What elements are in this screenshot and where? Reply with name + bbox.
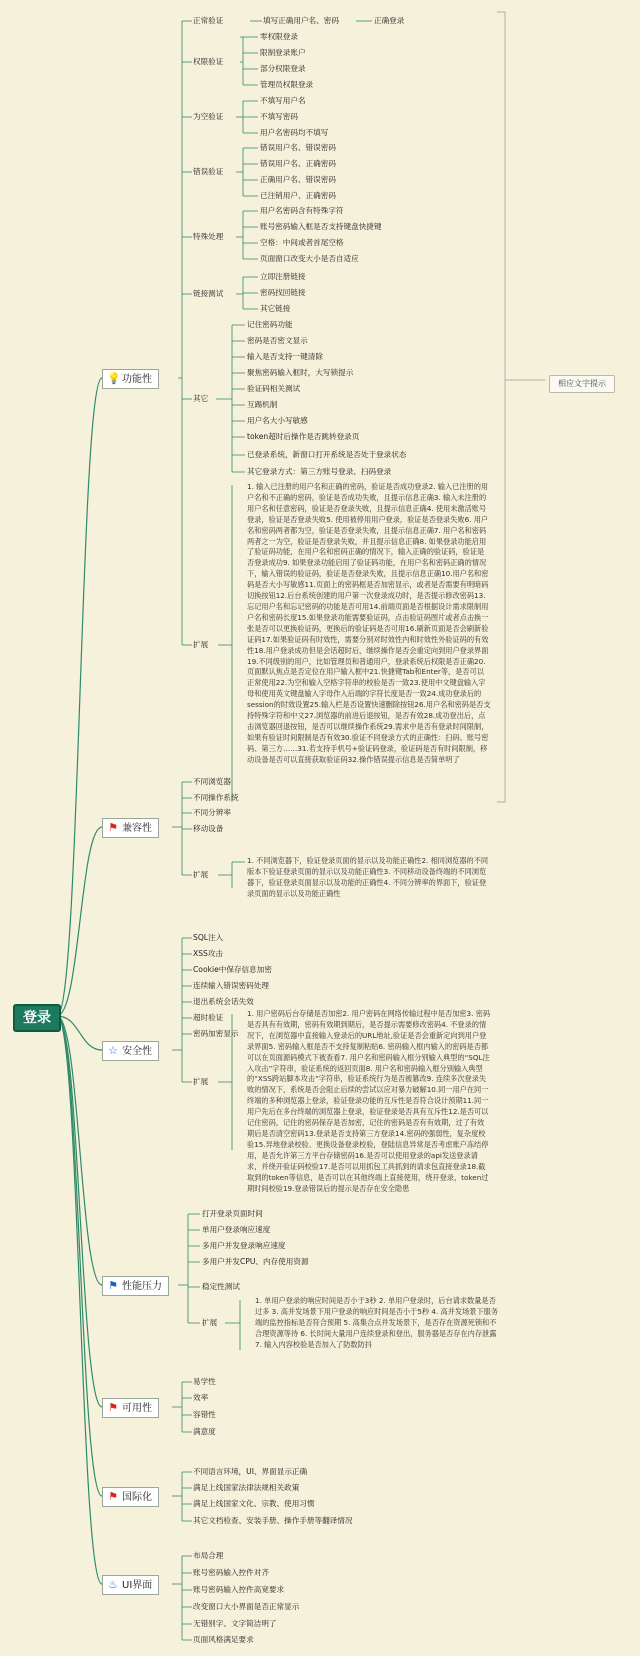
leaf[interactable]: 账号密码输入框是否支持键盘快捷键: [260, 222, 382, 231]
category-label: 性能压力: [122, 1281, 162, 1292]
branch-expand[interactable]: 扩展: [193, 1077, 209, 1086]
leaf[interactable]: 密码是否密文显示: [247, 336, 308, 345]
leaf[interactable]: 布局合理: [193, 1551, 224, 1560]
leaf[interactable]: 填写正确用户名、密码: [263, 16, 339, 25]
category-label: 安全性: [122, 1046, 152, 1057]
branch-error[interactable]: 错误验证: [193, 167, 224, 176]
leaf[interactable]: 密码加密显示: [193, 1029, 239, 1038]
branch-expand[interactable]: 扩展: [193, 870, 209, 879]
leaf[interactable]: 账号密码输入控件高宽要求: [193, 1585, 285, 1594]
leaf[interactable]: 不同语言环境，UI、界面显示正确: [193, 1467, 308, 1476]
branch-empty[interactable]: 为空验证: [193, 112, 224, 121]
callout-note: 相应文字提示: [549, 375, 615, 393]
leaf[interactable]: 记住密码功能: [247, 320, 293, 329]
leaf[interactable]: 零权限登录: [260, 32, 298, 41]
leaf[interactable]: 验证码相关测试: [247, 384, 301, 393]
leaf[interactable]: 容错性: [193, 1410, 216, 1419]
leaf[interactable]: 不填写用户名: [260, 96, 306, 105]
leaf[interactable]: 部分权限登录: [260, 64, 306, 73]
leaf[interactable]: 多用户并发CPU、内存使用资源: [202, 1257, 309, 1266]
category-label: 兼容性: [122, 823, 152, 834]
branch-special[interactable]: 特殊处理: [193, 232, 224, 241]
leaf[interactable]: 正确登录: [374, 16, 405, 25]
leaf[interactable]: 不同浏览器: [193, 777, 231, 786]
category-i18n[interactable]: [102, 1487, 159, 1507]
leaf[interactable]: 立即注册链接: [260, 272, 306, 281]
leaf[interactable]: 互踢机制: [247, 400, 278, 409]
leaf[interactable]: token超时后操作是否跳转登录页: [247, 432, 360, 441]
category-functionality[interactable]: [102, 369, 159, 389]
branch-permission[interactable]: 权限验证: [193, 57, 224, 66]
leaf[interactable]: 改变窗口大小界面是否正常显示: [193, 1602, 300, 1611]
category-security[interactable]: [102, 1041, 159, 1061]
leaf[interactable]: 满足上线国家法律法规相关政策: [193, 1483, 300, 1492]
leaf[interactable]: 其它链接: [260, 304, 291, 313]
branch-other[interactable]: 其它: [193, 394, 209, 403]
leaf[interactable]: 用户名密码含有特殊字符: [260, 206, 344, 215]
leaf[interactable]: 正确用户名、错误密码: [260, 175, 336, 184]
red-flag-icon: ⚑: [108, 1401, 118, 1414]
leaf[interactable]: 无错别字、文字简洁明了: [193, 1619, 277, 1628]
leaf[interactable]: 密码找回链接: [260, 288, 306, 297]
leaf[interactable]: Cookie中保存信息加密: [193, 965, 272, 974]
star-icon: ☆: [108, 1044, 118, 1057]
leaf[interactable]: 错误用户名、错误密码: [260, 143, 336, 152]
leaf[interactable]: 不同分辨率: [193, 808, 231, 817]
red-flag-icon: ⚑: [108, 821, 118, 834]
leaf[interactable]: 超时验证: [193, 1013, 224, 1022]
leaf[interactable]: 满足上线国家文化、宗教、使用习惯: [193, 1499, 315, 1508]
blue-flag-icon: ⚑: [108, 1279, 118, 1292]
lightbulb-icon: 💡: [107, 372, 121, 385]
leaf[interactable]: 单用户登录响应速度: [202, 1225, 271, 1234]
leaf[interactable]: 已登录系统，新窗口打开系统是否处于登录状态: [247, 450, 407, 459]
leaf[interactable]: 页面窗口改变大小是否自适应: [260, 254, 359, 263]
branch-expand[interactable]: 扩展: [202, 1318, 218, 1327]
leaf[interactable]: 其它登录方式：第三方账号登录、扫码登录: [247, 467, 392, 476]
root-node[interactable]: 登录: [13, 1004, 61, 1032]
expand-paragraph: 1. 用户密码后台存储是否加密2. 用户密码在网络传输过程中是否加密3. 密码是否具有有效期，密码有效期到期后，是否提示需要修改密码4. 不登录的情况下，在浏览器中直接输入登录后的URL地址,验证是否会重新定向到用户登录界面5. 密码输入框是否不支持复制粘贴6. 密码输入框内输入的密码是否都可以在页面源码模式下被查看7. 用户名和密码输入框分别输入典型的“SQL注入攻击”字符串，验证系统的返回页面8. 用户名和密码输入框分别输入典型的“XSS跨站脚本攻击”字符串，验证系统行为是否被篡改9. 连续多次登录失败的情况下，系统是否会阻止后续的尝试以应对暴力破解10.同一用户在同一终端的多种浏览器上登录，验证登录功能的互斥性是否符合设计预期11.同一用户先后在多台终端的浏览器上登录，验证登录是否具有互斥性12.是否可以记住密码，记住的密码保存是否加密，记住的密码是否有有效期，过了有效期后是否清空密码13.登录是否支持第三方登录14.密码的强弱性，复杂度校验15.异地登录校验、更换设备登录校验，登陆信息异常是否考虑账户冻结停用，是否允许第三方平台存储密码16.是否可以使用登录的api发送登录请求，并绕开验证码校验17.是否可以用抓包工具抓到的请求包直接登录18.截取到的token等信息，是否可以在其他终端上直接使用，绕开登录，token过期时间校验19.登录错误后的提示是否存在安全隐患: [247, 1009, 491, 1193]
leaf[interactable]: 连续输入错误密码处理: [193, 981, 269, 990]
leaf[interactable]: 输入是否支持一键清除: [247, 352, 323, 361]
leaf[interactable]: 满意度: [193, 1427, 216, 1436]
leaf[interactable]: 管理员权限登录: [260, 80, 314, 89]
leaf[interactable]: 已注销用户、正确密码: [260, 191, 336, 200]
branch-normal[interactable]: 正常验证: [193, 16, 224, 25]
category-ui[interactable]: [102, 1575, 159, 1595]
leaf[interactable]: XSS攻击: [193, 949, 224, 958]
leaf[interactable]: 效率: [193, 1393, 209, 1402]
expand-paragraph: 1. 不同浏览器下，验证登录页面的显示以及功能正确性2. 相同浏览器的不同版本下验证登录页面的显示以及功能正确性3. 不同移动设备终端的不同浏览器下，验证登录页面显示以及功能的正确性4. 不同分辨率的界面下，验证登录页面的显示以及功能正确性: [247, 856, 489, 898]
leaf[interactable]: 用户名大小写敏感: [247, 416, 308, 425]
category-label: 功能性: [122, 374, 152, 385]
expand-paragraph: 1. 输入已注册的用户名和正确的密码，验证是否成功登录2. 输入已注册的用户名和不正确的密码，验证是否成功失败，且提示信息正确3. 输入未注册的用户名和任意密码，验证是否登录失败，且提示信息正确4. 使用未激活账号登录，验证是否登录失败5. 使用被停用用户登录，验证是否登录失败6. 用户名和密码两者都为空，验证是否登录失败，且提示信息正确7. 用户名和密码两者之一为空，验证是否登录失败，并且提示信息正确8. 如果登录功能启用了验证码功能，在用户名和密码正确的情况下，输入正确的验证码，验证是否登录成功9. 如果登录功能启用了验证码功能，在用户名和密码正确的情况下，输入错误的验证码，验证是否登录失败，且提示信息正确10.用户名和密码是否大小写敏感11.页面上的密码框是否加密显示，或者是否需要有明暗码切换按钮12.后台系统创建的用户第一次登录成功时，是否提示修改密码13.忘记用户名和忘记密码的功能是否可用14.前端页面是否根据设计需求限制用户名和密码长度15.如果登录功能需要验证码，点击验证码图片或者点击换一张是否可以更换验证码，更换后的验证码是否可用16.刷新页面是否会刷新验证码17.如果验证码有时效性，需要分别对时效性内和时效性外验证码的有效性18.用户登录成功但是会话超时后，继续操作是否会重定向到用户登录界面19.不同级别的用户，比如管理员和普通用户，登录系统后权限是否正确20.页面默认焦点是否定位在用户输入框中21.快捷键Tab和Enter等，是否可以正常使用22.为空和输入空格字符串的校验是否一致23.使用中文键盘输入字母和使用英文键盘输入字母作入后端的字符长度是否一致24.成功登录后的session的时效设置25.输入栏是否设置快速删除按钮26.用户名和密码是否支持特殊字符和中文27.浏览器的前进后退按钮，是否有效28.成功登出后，点击浏览器回退按钮，是否可以继续操作系统29.需求中是否有登录时间限制，如果有验证时间限制是否有效30.验证不同登录方式的正确性：扫码、账号密码、第三方……31.若支持手机号+验证码登录，验证码是否有时间限制，移动设备是否可以直接获取验证码32.操作错误提示信息是否简单明了: [247, 482, 491, 764]
category-label: 国际化: [122, 1492, 152, 1503]
red-flag-icon: ⚑: [108, 1490, 118, 1503]
leaf[interactable]: SQL注入: [193, 933, 224, 942]
leaf[interactable]: 限制登录账户: [260, 48, 306, 57]
leaf[interactable]: 聚焦密码输入框时，大写锁提示: [247, 368, 354, 377]
leaf[interactable]: 账号密码输入控件对齐: [193, 1568, 269, 1577]
leaf[interactable]: 不填写密码: [260, 112, 298, 121]
leaf[interactable]: 易学性: [193, 1377, 216, 1386]
flame-icon: ♨: [108, 1578, 118, 1591]
category-performance[interactable]: [102, 1276, 169, 1296]
leaf[interactable]: 退出系统会话失效: [193, 997, 254, 1006]
branch-expand[interactable]: 扩展: [193, 640, 209, 649]
leaf[interactable]: 空格：中间或者首尾空格: [260, 238, 344, 247]
expand-paragraph: 1. 单用户登录的响应时间是否小于3秒 2. 单用户登录时，后台请求数量是否过多 3. 高并发场景下用户登录的响应时间是否小于5秒 4. 高并发场景下服务端的监控指标是否符合预期 5. 高集合点并发场景下，是否存在资源死锁和不合理资源等待 6. 长时间大量用户连续登录和登出，服务器是否存在内存泄露 7. 输入内容校验是否加入了防数防抖: [255, 1296, 499, 1349]
branch-link[interactable]: 链接测试: [193, 289, 224, 298]
leaf[interactable]: 页面风格满足要求: [193, 1635, 254, 1644]
leaf[interactable]: 其它文档检查、安装手册、操作手册等翻译情况: [193, 1516, 353, 1525]
leaf[interactable]: 不同操作系统: [193, 793, 239, 802]
leaf[interactable]: 用户名密码均不填写: [260, 128, 329, 137]
leaf[interactable]: 打开登录页面时间: [202, 1209, 263, 1218]
category-label: 可用性: [122, 1403, 152, 1414]
leaf[interactable]: 错误用户名、正确密码: [260, 159, 336, 168]
leaf[interactable]: 移动设备: [193, 824, 224, 833]
category-label: UI界面: [122, 1580, 153, 1591]
category-compatibility[interactable]: [102, 818, 159, 838]
leaf[interactable]: 多用户并发登录响应速度: [202, 1241, 286, 1250]
leaf[interactable]: 稳定性测试: [202, 1282, 240, 1291]
category-usability[interactable]: [102, 1398, 159, 1418]
